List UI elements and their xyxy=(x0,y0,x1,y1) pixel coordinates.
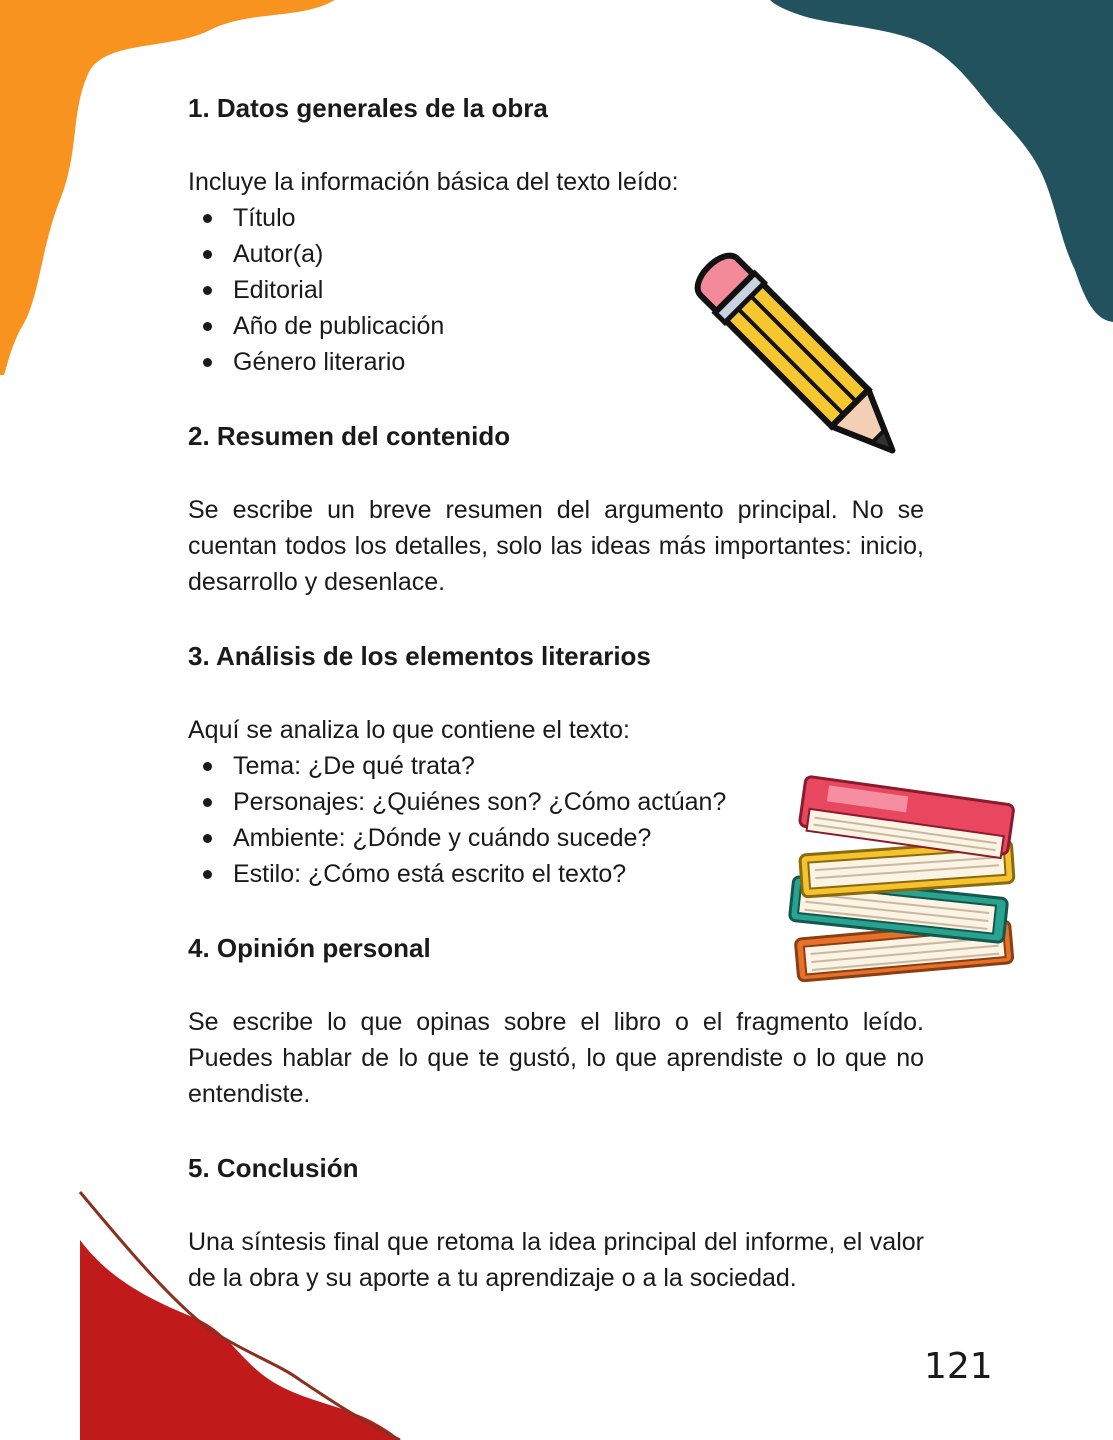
section-paragraph: Se escribe lo que opinas sobre el libro o el fragmento leído. Puedes hablar de lo que te gustó, lo que aprendiste o lo que no entendiste. xyxy=(188,1008,924,1108)
section-intro: Incluye la información básica del texto leído: xyxy=(188,168,679,196)
section-heading: 1. Datos generales de la obra xyxy=(188,93,548,123)
section-datos-generales xyxy=(188,88,924,380)
section-conclusion xyxy=(188,1148,924,1296)
section-intro: Aquí se analiza lo que contiene el texto: xyxy=(188,716,630,744)
section-opinion xyxy=(188,928,924,1112)
section-heading: 3. Análisis de los elementos literarios xyxy=(188,641,651,671)
section-heading: 4. Opinión personal xyxy=(188,933,431,963)
list-item: Año de publicación xyxy=(188,308,924,344)
list-item: Tema: ¿De qué trata? xyxy=(188,748,924,784)
bullet-list xyxy=(188,748,924,892)
list-item: Estilo: ¿Cómo está escrito el texto? xyxy=(188,856,924,892)
document-body xyxy=(188,88,924,1296)
list-item: Género literario xyxy=(188,344,924,380)
page-number: 121 xyxy=(924,1346,993,1387)
section-paragraph: Una síntesis final que retoma la idea principal del informe, el valor de la obra y su aporte a tu aprendizaje o a la sociedad. xyxy=(188,1228,924,1292)
section-paragraph: Se escribe un breve resumen del argumento principal. No se cuentan todos los detalles, solo las ideas más importantes: inicio, desarrollo y desenlace. xyxy=(188,496,924,596)
bullet-list xyxy=(188,200,924,380)
section-analisis xyxy=(188,636,924,892)
list-item: Editorial xyxy=(188,272,924,308)
list-item: Título xyxy=(188,200,924,236)
list-item: Autor(a) xyxy=(188,236,924,272)
list-item: Personajes: ¿Quiénes son? ¿Cómo actúan? xyxy=(188,784,924,820)
section-resumen xyxy=(188,416,924,600)
section-heading: 5. Conclusión xyxy=(188,1153,359,1183)
list-item: Ambiente: ¿Dónde y cuándo sucede? xyxy=(188,820,924,856)
section-heading: 2. Resumen del contenido xyxy=(188,421,511,451)
